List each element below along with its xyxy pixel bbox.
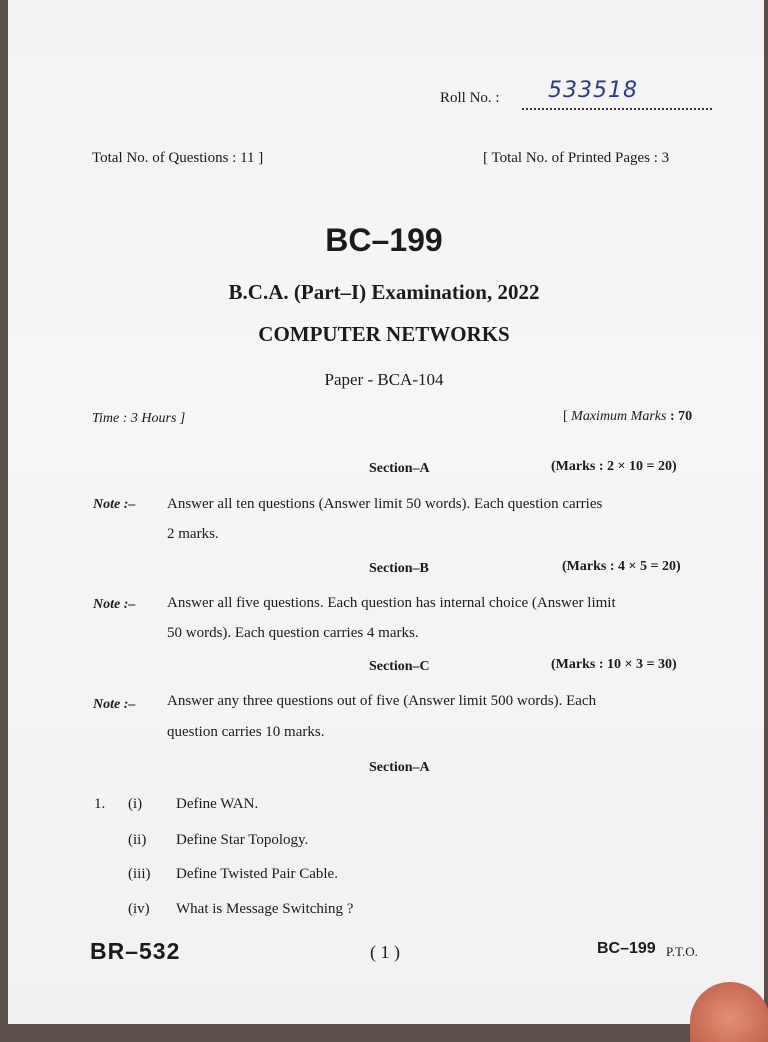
question-part-label: (iii) bbox=[128, 866, 151, 882]
section-c-heading: Section–C bbox=[369, 659, 430, 674]
booklet-code: BR–532 bbox=[90, 938, 181, 964]
question-part-text: What is Message Switching ? bbox=[176, 901, 354, 917]
section-b-marks: (Marks : 4 × 5 = 20) bbox=[562, 559, 681, 574]
question-part-label: (i) bbox=[128, 796, 143, 812]
paper-number: Paper - BCA-104 bbox=[324, 370, 444, 389]
question-part-text: Define Star Topology. bbox=[176, 832, 309, 848]
please-turn-over: P.T.O. bbox=[666, 944, 698, 959]
section-a-heading: Section–A bbox=[369, 461, 430, 476]
roll-number-value: 533518 bbox=[548, 78, 638, 103]
section-c-note-line1: Answer any three questions out of five (Answer limit 500 words). Each bbox=[167, 693, 597, 709]
section-c-note-line2: question carries 10 marks. bbox=[167, 724, 325, 740]
maximum-marks-value: : 70 bbox=[669, 409, 693, 424]
question-part-label: (iv) bbox=[128, 901, 150, 917]
question-part-label: (ii) bbox=[128, 832, 147, 848]
section-b-note-line2: 50 words). Each question carries 4 marks. bbox=[167, 625, 419, 641]
section-c-note-label: Note :– bbox=[93, 697, 136, 712]
section-b-heading: Section–B bbox=[369, 561, 429, 576]
page-number: ( 1 ) bbox=[370, 942, 400, 962]
questions-section-heading: Section–A bbox=[369, 760, 430, 775]
subject-title: COMPUTER NETWORKS bbox=[258, 322, 510, 346]
question-part-text: Define WAN. bbox=[176, 796, 259, 812]
section-b-note-line1: Answer all five questions. Each question has internal choice (Answer limit bbox=[167, 595, 616, 611]
question-number: 1. bbox=[94, 796, 106, 812]
section-a-note-label: Note :– bbox=[93, 497, 136, 512]
section-a-note-line1: Answer all ten questions (Answer limit 50 words). Each question carries bbox=[167, 496, 603, 512]
exam-name: B.C.A. (Part–I) Examination, 2022 bbox=[228, 280, 540, 304]
total-pages: [ Total No. of Printed Pages : 3 bbox=[483, 150, 670, 166]
footer-paper-code: BC–199 bbox=[597, 940, 656, 957]
section-a-marks: (Marks : 2 × 10 = 20) bbox=[551, 459, 677, 474]
section-a-note-line2: 2 marks. bbox=[167, 526, 219, 542]
total-questions: Total No. of Questions : 11 ] bbox=[92, 150, 264, 166]
section-c-marks: (Marks : 10 × 3 = 30) bbox=[551, 657, 677, 672]
paper-code: BC–199 bbox=[325, 222, 443, 258]
maximum-marks: [ Maximum Marks : 70 bbox=[563, 409, 693, 424]
roll-number-label: Roll No. : bbox=[440, 90, 500, 106]
question-part-text: Define Twisted Pair Cable. bbox=[176, 866, 338, 882]
time-allowed: Time : 3 Hours ] bbox=[92, 411, 186, 426]
maximum-marks-label: Maximum Marks bbox=[571, 409, 667, 424]
section-b-note-label: Note :– bbox=[93, 597, 136, 612]
